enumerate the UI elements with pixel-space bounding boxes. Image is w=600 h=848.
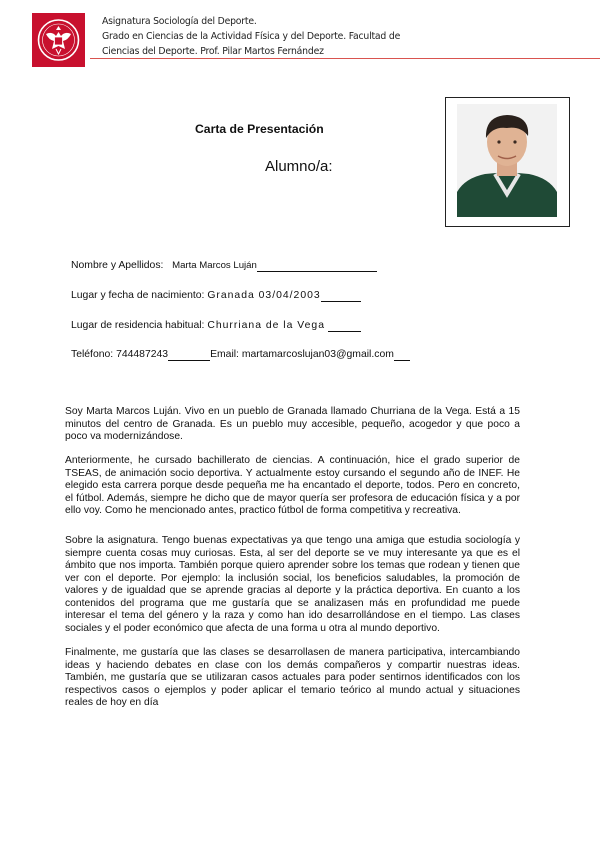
student-photo [445, 97, 570, 227]
birth-label: Lugar y fecha de nacimiento: [71, 290, 205, 301]
header-line-1: Asignatura Sociología del Deporte. [102, 16, 257, 27]
name-label: Nombre y Apellidos: [71, 260, 164, 271]
phone-label: Teléfono: [71, 349, 114, 360]
portrait-image [457, 104, 557, 217]
birth-field [71, 290, 361, 302]
residence-value: Churriana de la Vega [207, 320, 325, 331]
residence-field [71, 320, 361, 332]
paragraph-expectations: Sobre la asignatura. Tengo buenas expectativas ya que tengo una amiga que estudia sociología y siempre cuenta cosas muy curiosas. Esta, al ser del deporte se ve muy interesante ya que es el ámbito que nos importa. También porque quiero aprender sobre los temas que rodean y tienen que ver con el deporte. Por ejemplo: la inclusión social, los beneficios saludables, la promoción de valores y de igualdad que se aprende gracias al deporte y la práctica deportiva. En cuanto a los contenidos del programa que me gustaría que se analizasen más en profundidad me puede interesar el tema del género y la raza y como han ido desarrollándose en el tiempo. Las clases sociales y el poder económico que afecta de una forma u otra al mundo deportivo. [65, 535, 520, 634]
document-title: Carta de Presentación [195, 122, 324, 136]
student-heading: Alumno/a: [265, 158, 333, 175]
email-value: martamarcoslujan03@gmail.com [241, 349, 394, 360]
header-line-2: Grado en Ciencias de la Actividad Física y del Deporte. Facultad de [102, 31, 401, 42]
email-label: Email: [210, 349, 239, 360]
phone-value: 744487243 [116, 349, 169, 360]
name-underline [257, 260, 377, 272]
contact-field [71, 349, 410, 361]
birth-underline [321, 290, 361, 302]
birth-value: Granada 03/04/2003 [207, 290, 321, 301]
phone-underline [168, 349, 210, 361]
header-line-3: Ciencias del Deporte. Prof. Pilar Martos Fernández [102, 46, 324, 57]
residence-underline [328, 320, 361, 332]
name-field [71, 260, 377, 272]
shield-eagle-icon [32, 13, 85, 67]
paragraph-background: Anteriormente, he cursado bachillerato de ciencias. A continuación, hice el grado superior de TSEAS, de animación socio deportiva. Y actualmente estoy cursando el segundo año de INEF. He elegido esta carrera porque desde pequeña me ha encantado el deporte, todos. Pero en concreto, el fútbol. Además, siempre he dicho que de mayor quería ser profesora de educación física y a por ello voy. Como he mencionado antes, practico fútbol de forma competitiva y recreativa. [65, 455, 520, 516]
residence-label: Lugar de residencia habitual: [71, 320, 205, 331]
name-value: Marta Marcos Luján [172, 260, 257, 271]
university-logo [32, 13, 85, 67]
email-underline [394, 349, 410, 361]
header-divider [90, 58, 600, 59]
header-text [102, 14, 400, 59]
paragraph-conclusion: Finalmente, me gustaría que las clases se desarrollasen de manera participativa, intercambiando ideas y haciendo debates en clase con los demás compañeros y compartir nuestras ideas. También, me gustaría que se utilizaran casos actuales para poder sentirnos identificados con los respectivos casos o ejemplos y poder aplicar el temario teórico al mundo actual y situaciones reales de hoy en día [65, 647, 520, 708]
paragraph-intro: Soy Marta Marcos Luján. Vivo en un pueblo de Granada llamado Churriana de la Vega. Está a 15 minutos del centro de Granada. Es un pueblo muy accesible, pequeño, acogedor y que poco a poco va modernizándose. [65, 406, 520, 442]
